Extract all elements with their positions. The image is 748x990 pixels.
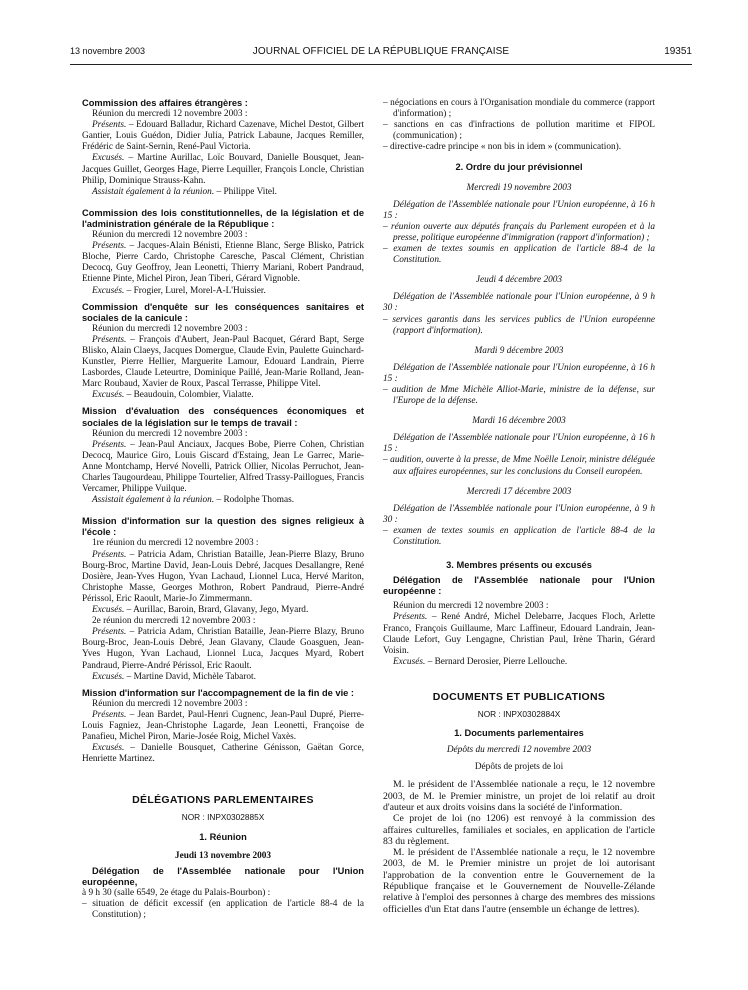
presents-list: – Edouard Balladur, Richard Cazenave, Michel Destot, Gilbert Gantier, Louis Guédon, Didier Julia, Patrick Labaune, Jacques Remiller, Frédéric de Saint-Sernin, René-Paul Victoria. xyxy=(82,120,364,153)
presents-list: – René André, Michel Delebarre, Jacques Floch, Arlette Franco, François Guillaume, Marc Laffineur, Edouard Landrain, Jean-Claude Lefort, Guy Lengagne, Christian Paul, Irène Tharin, Gérard Voisin. xyxy=(383,612,655,656)
excuses-paragraph xyxy=(82,390,364,401)
mission-signes-religieux xyxy=(82,516,364,682)
page-number: 19351 xyxy=(664,46,692,57)
meeting-line: Réunion du mercredi 12 novembre 2003 : xyxy=(393,601,549,612)
presents-label: Présents. xyxy=(393,612,428,623)
excuses-label: Excusés. xyxy=(92,671,125,682)
assist-label: Assistait également à la réunion. xyxy=(92,186,215,197)
agenda-item: – audition de Mme Michèle Alliot-Marie, ministre de la défense, sur l'Europe de la défense. xyxy=(383,385,655,407)
commission-canicule xyxy=(82,302,364,402)
excuses-paragraph xyxy=(82,743,364,765)
presents-label: Présents. xyxy=(92,709,127,720)
agenda-item: – négociations en cours à l'Organisation mondiale du commerce (rapport d'information) ; xyxy=(383,98,655,120)
presents-paragraph xyxy=(82,710,364,743)
presents-list: – François d'Aubert, Jean-Paul Bacquet, Gérard Bapt, Serge Blisko, Alain Claeys, Jacques Domergue, Claude Evin, Paulette Guinchard-Kunstler, Pierre Hellier, Marguerite Lamour, Edouard Landrain, Pierre Lasbordes, Claude Leteurtre, Dominique Paillé, Jean-Marie Rolland, Jean-Marc Roubaud, Xavier de Roux, Pascal Terrasse, Philippe Vitel. xyxy=(82,334,364,390)
agenda-item: – audition, ouverte à la presse, de Mme Noëlle Lenoir, ministre déléguée aux affaires européennes, sur les conclusions du Conseil européen. xyxy=(383,455,655,477)
presents-label: Présents. xyxy=(92,549,127,560)
excuses-list: – Bernard Derosier, Pierre Lellouche. xyxy=(425,656,568,667)
agenda-list xyxy=(383,455,655,477)
presents-list: – Jean Bardet, Paul-Henri Cugnenc, Jean-Paul Dupré, Pierre-Louis Fagniez, Jean-Christophe Lagarde, Jean Leonetti, Françoise de Panafieu, Michel Piron, Marie-Josée Roig, Michel Vaxès. xyxy=(82,709,364,743)
assist-paragraph xyxy=(82,495,364,506)
delegation-line: Délégation de l'Assemblée nationale pour l'Union européenne, à 16 h 15 : xyxy=(383,199,655,221)
mission-fin-de-vie xyxy=(82,688,364,766)
ordre-du-jour-title: 2. Ordre du jour prévisionnel xyxy=(455,162,583,173)
presents-label: Présents. xyxy=(92,334,127,345)
presents-list: – Patricia Adam, Christian Bataille, Jean-Pierre Blazy, Bruno Bourg-Broc, Jean-Louis Debré, Jean Glavany, Claude Goasguen, Jean-Yves Hugon, Yvan Lachaud, Lionnel Luca, Jacques Myard, Robert Pandraud, Pierre-André Périssol, Eric Raoult. xyxy=(82,627,364,671)
excuses-label: Excusés. xyxy=(393,656,426,667)
mission-temps-de-travail xyxy=(82,406,364,506)
presents-paragraph xyxy=(82,120,364,153)
subsection-title: 1. Réunion xyxy=(199,831,247,842)
excuses-paragraph xyxy=(82,605,364,616)
delegation-line: Délégation de l'Assemblée nationale pour l'Union européenne, à 9 h 30 : xyxy=(383,292,655,314)
excuses-label: Excusés. xyxy=(92,153,125,164)
agenda-item: – réunion ouverte aux députés français du Parlement européen et à la presse, politique européenne d'immigration (rapport d'information) ; xyxy=(383,222,655,244)
agenda-list xyxy=(383,526,655,548)
day-heading: Mercredi 19 novembre 2003 xyxy=(466,182,572,193)
day-heading: Jeudi 13 novembre 2003 xyxy=(174,850,272,861)
presents-label: Présents. xyxy=(92,120,127,131)
right-column xyxy=(383,98,655,915)
presents-label: Présents. xyxy=(92,439,127,450)
journal-title: JOURNAL OFFICIEL DE LA RÉPUBLIQUE FRANÇAISE xyxy=(252,46,510,57)
delegation-line: Délégation de l'Assemblée nationale pour l'Union européenne, à 16 h 15 : xyxy=(383,362,655,384)
excuses-list: – Frogier, Lurel, Morel-A-L'Huissier. xyxy=(124,285,266,296)
presents-paragraph xyxy=(82,335,364,390)
commission-title: Mission d'évaluation des conséquences économiques et sociales de la législation sur le temps de travail : xyxy=(82,406,364,428)
left-column xyxy=(82,98,364,921)
assist-label: Assistait également à la réunion. xyxy=(92,495,215,506)
excuses-label: Excusés. xyxy=(92,605,125,616)
presents-paragraph xyxy=(82,241,364,285)
excuses-list: – Beaudouin, Colombier, Vialatte. xyxy=(124,390,254,401)
assist-list: – Rodolphe Thomas. xyxy=(214,495,295,506)
body-paragraph: Ce projet de loi (no 1206) est renvoyé à la commission des affaires culturelles, familiales et sociales, en application de l'article 83 du règlement. xyxy=(383,813,655,847)
excuses-list: – Martine David, Michèle Tabarot. xyxy=(124,671,256,682)
commission-title: Mission d'information sur la question des signes religieux à l'école : xyxy=(82,516,364,538)
presents-list: – Patricia Adam, Christian Bataille, Jean-Pierre Blazy, Bruno Bourg-Broc, Martine David, Jean-Louis Debré, Jacques Desallangre, René Dosière, Jean-Yves Hugon, Yvan Lachaud, Lionnel Luca, Hervé Mariton, Christophe Masse, Georges Mothron, Robert Pandraud, Pierre-André Périssol, Eric Raoult, Marie-Jo Zimmermann. xyxy=(82,549,364,604)
agenda-list xyxy=(383,222,655,266)
agenda-list xyxy=(383,98,655,153)
page-header xyxy=(70,46,692,60)
membres-title: 3. Membres présents ou excusés xyxy=(446,560,592,571)
nor-code: NOR : INPX0302885X xyxy=(181,812,265,823)
presents-paragraph xyxy=(82,550,364,605)
agenda-list xyxy=(383,385,655,407)
excuses-label: Excusés. xyxy=(92,390,125,401)
delegation-heading: Délégation de l'Assemblée nationale pour l'Union européenne : xyxy=(383,575,655,597)
delegation-line: Délégation de l'Assemblée nationale pour l'Union européenne, à 16 h 15 : xyxy=(383,433,655,455)
excuses-paragraph xyxy=(383,657,655,668)
presents-paragraph xyxy=(383,612,655,656)
meeting-line: Réunion du mercredi 12 novembre 2003 : xyxy=(92,109,248,120)
subsection-title: 1. Documents parlementaires xyxy=(454,728,584,739)
excuses-paragraph xyxy=(82,286,364,297)
meeting-line: 2e réunion du mercredi 12 novembre 2003 : xyxy=(92,616,256,627)
day-heading: Mardi 16 décembre 2003 xyxy=(472,416,566,427)
delegation-line: Délégation de l'Assemblée nationale pour l'Union européenne, à 9 h 30 : xyxy=(383,503,655,525)
presents-list: – Jacques-Alain Bénisti, Etienne Blanc, Serge Blisko, Patrick Bloche, Pierre Cardo, Christophe Caresche, Pascal Clément, Christian Decocq, Guy Geoffroy, Jean Leonetti, Thierry Mariani, Robert Pandraud, Etienne Pinte, Michel Piron, Jean Tiberi, Gérard Vignoble. xyxy=(82,241,364,285)
presents-paragraph xyxy=(82,440,364,495)
excuses-list: – Danielle Bousquet, Catherine Génisson, Gaëtan Gorce, Henriette Martinez. xyxy=(82,743,364,765)
presents-list: – Jean-Paul Anciaux, Jacques Bobe, Pierre Cohen, Christian Decocq, Maurice Giro, Louis Giscard d'Estaing, Jean Le Garrec, Marie-Anne Montchamp, Hervé Novelli, Patrick Ollier, Nicolas Perruchot, Jean-Charles Taugourdeau, Philippe Tourtelier, Alfred Trassy-Paillogues, Francis Vercamer, Philippe Vuilque. xyxy=(82,439,364,495)
body-paragraph: M. le président de l'Assemblée nationale a reçu, le 12 novembre 2003, de M. le Premier ministre, un projet de loi relatif au droit d'auteur et aux droits voisins dans la société de l'information. xyxy=(383,779,655,813)
commission-title: Commission des affaires étrangères : xyxy=(82,98,248,108)
commission-affaires-etrangeres xyxy=(82,98,364,198)
assist-list: – Philippe Vitel. xyxy=(214,186,277,197)
meeting-line: Réunion du mercredi 12 novembre 2003 : xyxy=(92,323,248,334)
excuses-paragraph xyxy=(82,153,364,186)
presents-label: Présents. xyxy=(92,627,127,638)
day-heading: Mercredi 17 décembre 2003 xyxy=(466,486,572,497)
agenda-item: – situation de déficit excessif (en application de l'article 88-4 de la Constitution) ; xyxy=(82,899,364,921)
excuses-paragraph xyxy=(82,672,364,683)
agenda-list xyxy=(82,899,364,921)
agenda-item: – services garantis dans les services publics de l'Union européenne (rapport d'information). xyxy=(383,315,655,337)
meeting-line: 1re réunion du mercredi 12 novembre 2003 : xyxy=(92,538,259,549)
meeting-line: Réunion du mercredi 12 novembre 2003 : xyxy=(92,428,248,439)
excuses-label: Excusés. xyxy=(92,743,125,754)
excuses-list: – Martine Aurillac, Loïc Bouvard, Danielle Bousquet, Jean-Jacques Guillet, Georges Hage, Pierre Lequiller, François Loncle, Christian Philip, Dominique Strauss-Kahn. xyxy=(82,153,364,186)
section-title: DÉLÉGATIONS PARLEMENTAIRES xyxy=(132,794,314,807)
commission-title: Commission d'enquête sur les conséquences sanitaires et sociales de la canicule : xyxy=(82,301,364,323)
agenda-list xyxy=(383,315,655,337)
presents-paragraph xyxy=(82,627,364,671)
meeting-line: Réunion du mercredi 12 novembre 2003 : xyxy=(92,230,248,241)
commission-title: Commission des lois constitutionnelles, de la législation et de l'administration générale de la République : xyxy=(82,207,364,229)
depots-subheading: Dépôts de projets de loi xyxy=(474,762,564,773)
documents-title: DOCUMENTS ET PUBLICATIONS xyxy=(432,690,606,703)
delegations-parlementaires xyxy=(82,795,364,921)
assist-paragraph xyxy=(82,187,364,198)
commission-lois xyxy=(82,208,364,297)
commission-title: Mission d'information sur l'accompagnement de la fin de vie : xyxy=(82,687,355,698)
agenda-item: – examen de textes soumis en application de l'article 88-4 de la Constitution. xyxy=(383,526,655,548)
header-rule xyxy=(70,64,692,65)
agenda-item: – sanctions en cas d'infractions de pollution maritime et FIPOL (communication) ; xyxy=(383,120,655,142)
excuses-list: – Aurillac, Baroin, Brard, Glavany, Jego, Myard. xyxy=(124,605,309,616)
agenda-item: – examen de textes soumis en application de l'article 88-4 de la Constitution. xyxy=(383,244,655,266)
depots-heading: Dépôts du mercredi 12 novembre 2003 xyxy=(446,745,592,756)
meeting-line: Réunion du mercredi 12 novembre 2003 : xyxy=(92,698,248,709)
agenda-item: – directive-cadre principe « non bis in idem » (communication). xyxy=(383,142,655,153)
day-heading: Mardi 9 décembre 2003 xyxy=(474,345,564,356)
nor-code: NOR : INPX0302884X xyxy=(477,709,561,720)
excuses-label: Excusés. xyxy=(92,285,125,296)
time-line: à 9 h 30 (salle 6549, 2e étage du Palais-Bourbon) : xyxy=(82,887,271,898)
header-date: 13 novembre 2003 xyxy=(70,46,146,56)
delegation-heading: Délégation de l'Assemblée nationale pour l'Union européenne, xyxy=(82,865,364,887)
day-heading: Jeudi 4 décembre 2003 xyxy=(475,275,563,286)
body-paragraph: M. le président de l'Assemblée nationale a reçu, le 12 novembre 2003, de M. le Premier ministre un projet de loi autorisant l'approbation de la convention entre le Gouvernement de la République française et le Gouvernement de Nouvelle-Zélande relative à l'emploi des personnes à charge des membres des missions officielles d'un Etat dans l'autre (ensemble un échange de lettres). xyxy=(383,847,655,915)
presents-label: Présents. xyxy=(92,241,127,252)
